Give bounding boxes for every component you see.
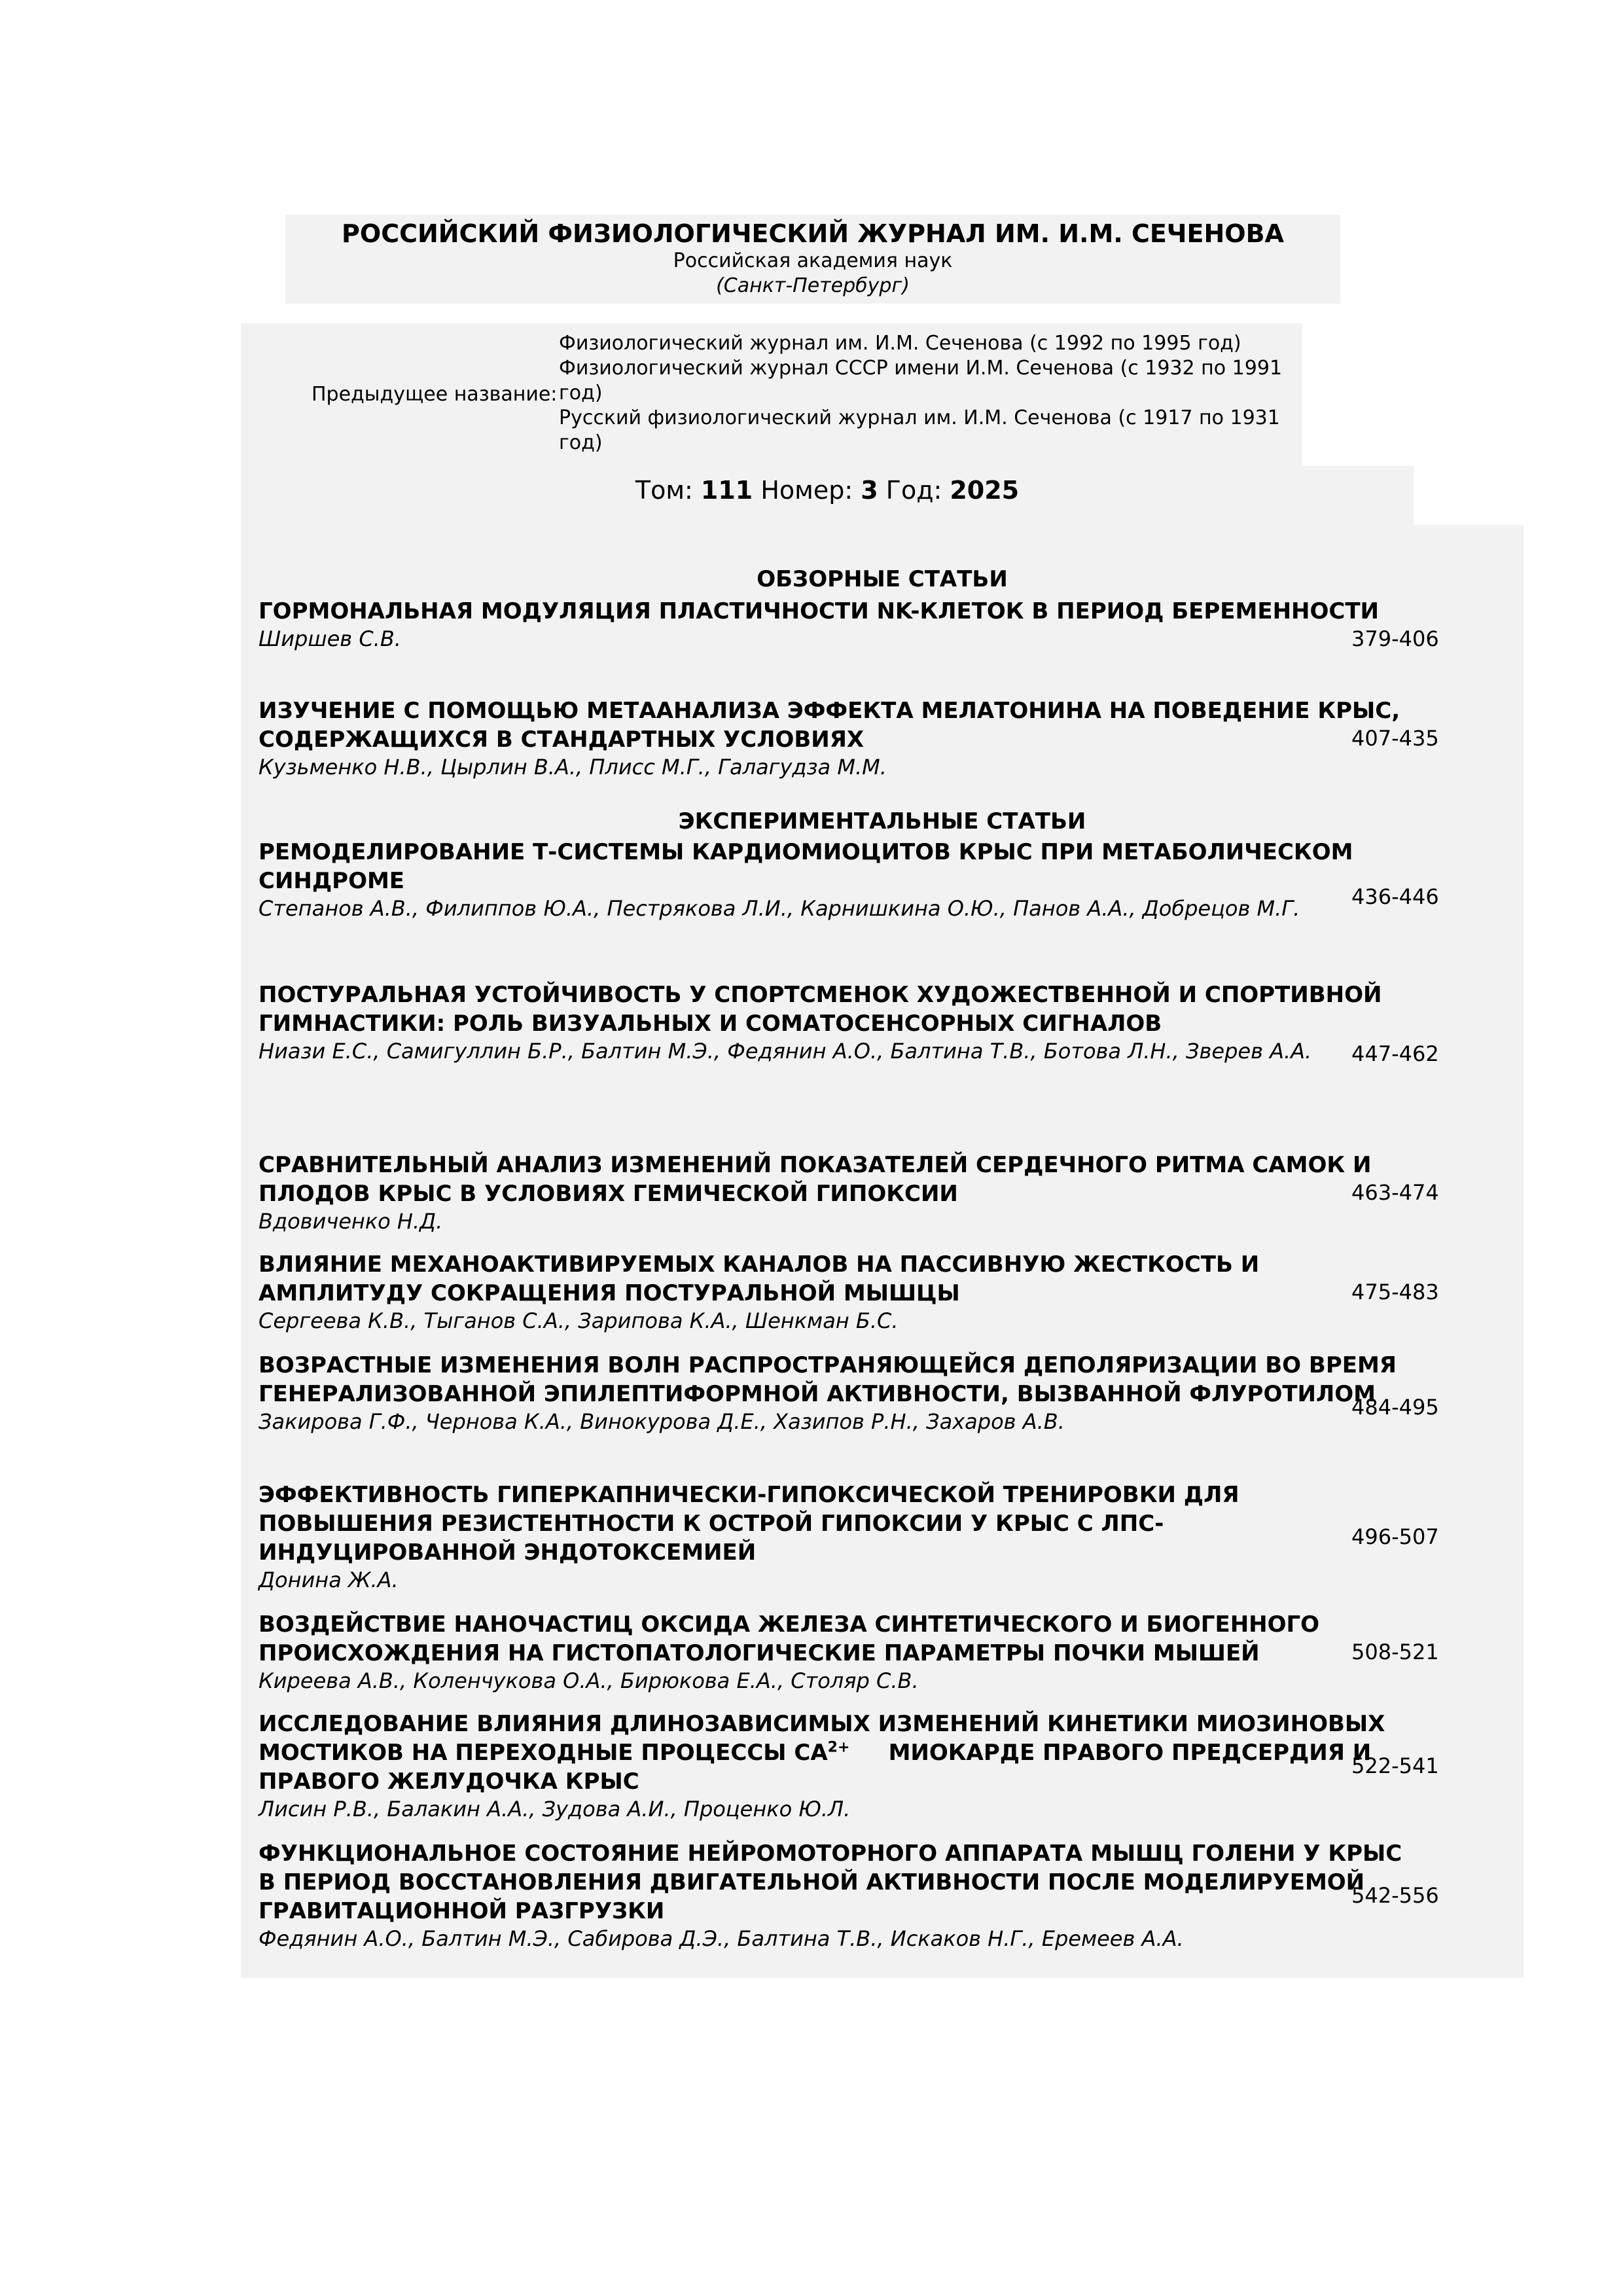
article-authors: Ширшев С.В. <box>259 626 401 651</box>
year-label: Год: <box>885 476 942 505</box>
volume-value: 111 <box>700 476 753 505</box>
publisher-city: (Санкт-Петербург) <box>716 274 910 297</box>
article-title[interactable]: РЕМОДЕЛИРОВАНИЕ Т-СИСТЕМЫ КАРДИОМИОЦИТОВ КРЫС ПРИ МЕТАБОЛИЧЕСКОМ СИНДРОМЕ <box>259 839 1353 894</box>
article-title[interactable]: ИЗУЧЕНИЕ С ПОМОЩЬЮ МЕТААНАЛИЗА ЭФФЕКТА МЕЛАТОНИНА НА ПОВЕДЕНИЕ КРЫС, СОДЕРЖАЩИХСЯ В СТАНДАРТНЫХ УСЛОВИЯХ <box>259 698 1400 753</box>
publisher: Российская академия наук <box>673 249 953 272</box>
article-entry <box>259 1151 1515 1234</box>
article-entry <box>259 1250 1515 1334</box>
previous-name: Русский физиологический журнал им. И.М. Сеченова (с 1917 по 1931 год) <box>559 406 1280 454</box>
article-entry <box>259 1480 1515 1593</box>
article-authors: Ниази Е.С., Самигуллин Б.Р., Балтин М.Э., Федянин А.О., Балтина Т.В., Ботова Л.Н., Зверев А.А. <box>259 1039 1312 1064</box>
journal-header <box>285 215 1340 304</box>
article-entry <box>259 980 1515 1064</box>
article-pages: 496-507 <box>1351 1524 1439 1549</box>
article-pages: 436-446 <box>1351 884 1439 909</box>
article-pages: 379-406 <box>1351 626 1439 651</box>
article-pages: 542-556 <box>1351 1883 1439 1908</box>
issue-info <box>241 475 1414 505</box>
article-entry <box>259 597 1515 652</box>
number-label: Номер: <box>760 476 853 505</box>
article-title[interactable]: ЭФФЕКТИВНОСТЬ ГИПЕРКАПНИЧЕСКИ-ГИПОКСИЧЕСКОЙ ТРЕНИРОВКИ ДЛЯ ПОВЫШЕНИЯ РЕЗИСТЕНТНОСТИ К ОСТРОЙ ГИПОКСИИ У КРЫС С ЛПС-ИНДУЦИРОВАННОЙ ЭНДОТОКСЕМИЕЙ <box>259 1482 1240 1566</box>
article-authors: Киреева А.В., Коленчукова О.А., Бирюкова Е.А., Столяр С.В. <box>259 1668 919 1693</box>
previous-name: Физиологический журнал СССР имени И.М. Сеченова (с 1932 по 1991 год) <box>559 357 1283 404</box>
previous-names-label: Предыдущее название: <box>312 383 558 406</box>
article-title[interactable]: ВОЗДЕЙСТВИЕ НАНОЧАСТИЦ ОКСИДА ЖЕЛЕЗА СИНТЕТИЧЕСКОГО И БИОГЕННОГО ПРОИСХОЖДЕНИЯ НА ГИСТОПАТОЛОГИЧЕСКИЕ ПАРАМЕТРЫ ПОЧКИ МЫШЕЙ <box>259 1611 1320 1666</box>
article-title[interactable]: ВЛИЯНИЕ МЕХАНОАКТИВИРУЕМЫХ КАНАЛОВ НА ПАССИВНУЮ ЖЕСТКОСТЬ И АМПЛИТУДУ СОКРАЩЕНИЯ ПОСТУРАЛЬНОЙ МЫШЦЫ <box>259 1251 1260 1306</box>
article-pages: 475-483 <box>1351 1280 1439 1304</box>
article-pages: 484-495 <box>1351 1395 1439 1420</box>
previous-names-panel <box>241 323 1302 466</box>
previous-names-list <box>559 331 1298 456</box>
article-entry <box>259 1710 1515 1822</box>
article-title[interactable]: СРАВНИТЕЛЬНЫЙ АНАЛИЗ ИЗМЕНЕНИЙ ПОКАЗАТЕЛЕЙ СЕРДЕЧНОГО РИТМА САМОК И ПЛОДОВ КРЫС В УСЛОВИЯХ ГЕМИЧЕСКОЙ ГИПОКСИИ <box>259 1152 1372 1207</box>
article-authors: Кузьменко Н.В., Цырлин В.А., Плисс М.Г., Галагудза М.М. <box>259 755 887 780</box>
article-entry <box>259 696 1515 780</box>
article-entry <box>259 838 1515 922</box>
article-title-part: МИОКАРДЕ ПРАВОГО ПРЕДСЕРДИЯ И ПРАВОГО ЖЕЛУДОЧКА КРЫС <box>259 1740 1372 1795</box>
article-authors: Сергеева К.В., Тыганов С.А., Зарипова К.А., Шенкман Б.С. <box>259 1308 899 1333</box>
article-pages: 463-474 <box>1351 1180 1439 1205</box>
article-authors: Лисин Р.В., Балакин А.А., Зудова А.И., Проценко Ю.Л. <box>259 1797 851 1821</box>
article-pages: 522-541 <box>1351 1753 1439 1778</box>
volume-label: Том: <box>635 476 693 505</box>
article-entry <box>259 1839 1515 1952</box>
previous-name: Физиологический журнал им. И.М. Сеченова (с 1992 по 1995 год) <box>559 332 1241 355</box>
article-authors: Федянин А.О., Балтин М.Э., Сабирова Д.Э., Балтина Т.В., Искаков Н.Г., Еремеев А.А. <box>259 1926 1184 1951</box>
issue-info-panel <box>241 466 1414 525</box>
article-pages: 508-521 <box>1351 1640 1439 1664</box>
article-title[interactable]: ФУНКЦИОНАЛЬНОЕ СОСТОЯНИЕ НЕЙРОМОТОРНОГО АППАРАТА МЫШЦ ГОЛЕНИ У КРЫС В ПЕРИОД ВОССТАНОВЛЕНИЯ ДВИГАТЕЛЬНОЙ АКТИВНОСТИ ПОСЛЕ МОДЕЛИРУЕМОЙ ГРАВИТАЦИОННОЙ РАЗГРУЗКИ <box>259 1840 1402 1924</box>
article-authors: Вдовиченко Н.Д. <box>259 1209 443 1234</box>
article-pages: 407-435 <box>1351 726 1439 751</box>
journal-title: РОССИЙСКИЙ ФИЗИОЛОГИЧЕСКИЙ ЖУРНАЛ ИМ. И.М. СЕЧЕНОВА <box>342 219 1284 248</box>
article-title[interactable]: ПОСТУРАЛЬНАЯ УСТОЙЧИВОСТЬ У СПОРТСМЕНОК ХУДОЖЕСТВЕННОЙ И СПОРТИВНОЙ ГИМНАСТИКИ: РОЛЬ ВИЗУАЛЬНЫХ И СОМАТОСЕНСОРНЫХ СИГНАЛОВ <box>259 982 1382 1037</box>
article-pages: 447-462 <box>1351 1041 1439 1066</box>
ion-charge-superscript: 2+ <box>827 1739 850 1756</box>
section-heading-experimental: ЭКСПЕРИМЕНТАЛЬНЫЕ СТАТЬИ <box>678 808 1086 834</box>
section-heading-reviews: ОБЗОРНЫЕ СТАТЬИ <box>757 566 1008 592</box>
table-of-contents <box>241 525 1524 1978</box>
article-title[interactable] <box>259 1710 1410 1796</box>
article-title[interactable]: ГОРМОНАЛЬНАЯ МОДУЛЯЦИЯ ПЛАСТИЧНОСТИ NK-КЛЕТОК В ПЕРИОД БЕРЕМЕННОСТИ <box>259 598 1380 624</box>
article-title-part: ИССЛЕДОВАНИЕ ВЛИЯНИЯ ДЛИНОЗАВИСИМЫХ ИЗМЕНЕНИЙ КИНЕТИКИ МИОЗИНОВЫХ МОСТИКОВ НА ПЕРЕХОДНЫЕ ПРОЦЕССЫ СА <box>259 1711 1385 1766</box>
article-authors: Донина Ж.А. <box>259 1568 399 1592</box>
article-entry <box>259 1610 1515 1694</box>
article-authors: Степанов А.В., Филиппов Ю.А., Пестрякова Л.И., Карнишкина О.Ю., Панов А.А., Добрецов М.Г. <box>259 896 1300 921</box>
article-title[interactable]: ВОЗРАСТНЫЕ ИЗМЕНЕНИЯ ВОЛН РАСПРОСТРАНЯЮЩЕЙСЯ ДЕПОЛЯРИЗАЦИИ ВО ВРЕМЯ ГЕНЕРАЛИЗОВАННОЙ ЭПИЛЕПТИФОРМНОЙ АКТИВНОСТИ, ВЫЗВАННОЙ ФЛУРОТИЛОМ <box>259 1352 1397 1407</box>
article-entry <box>259 1351 1515 1435</box>
year-value: 2025 <box>950 476 1020 505</box>
article-authors: Закирова Г.Ф., Чернова К.А., Винокурова Д.Е., Хазипов Р.Н., Захаров А.В. <box>259 1409 1065 1434</box>
number-value: 3 <box>861 476 878 505</box>
